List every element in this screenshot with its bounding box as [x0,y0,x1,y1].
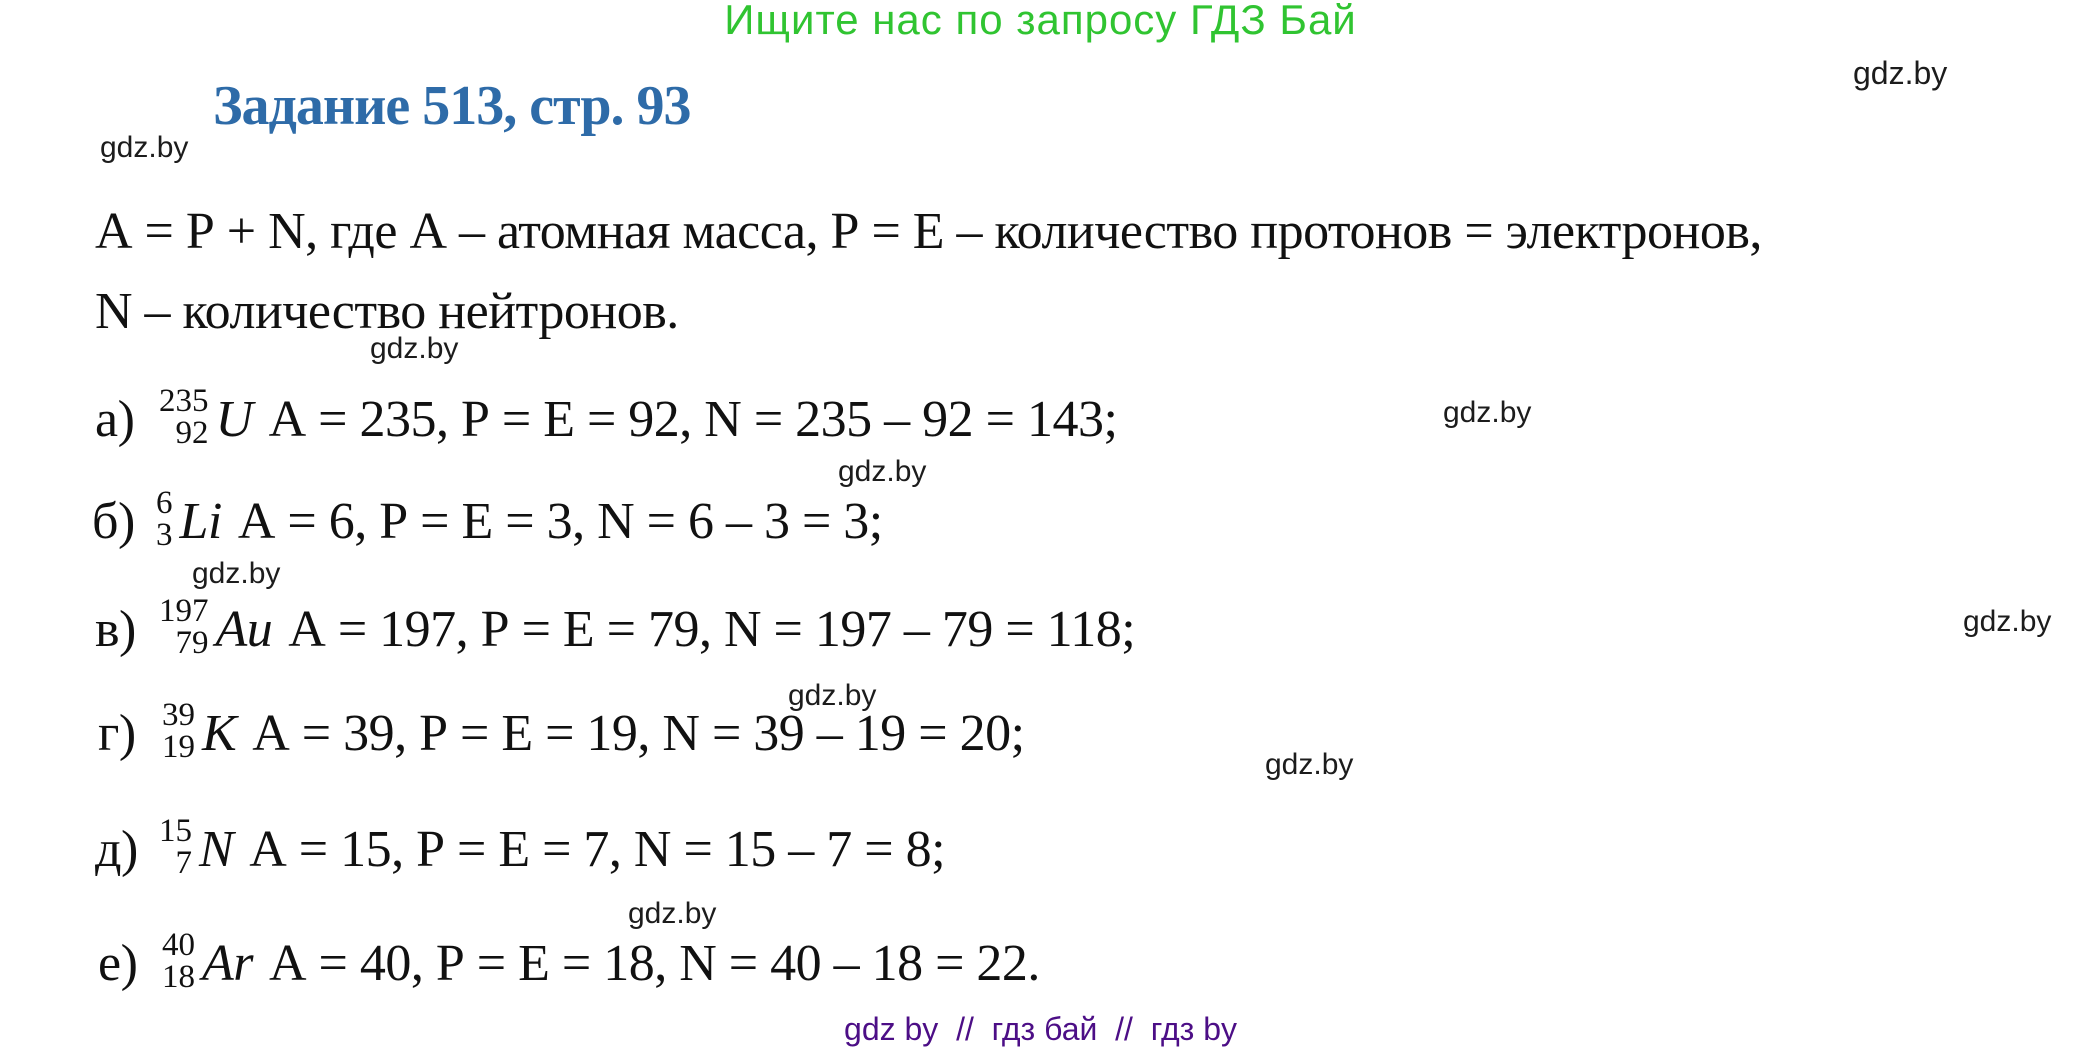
mass-number: 197 [159,593,209,629]
promo-banner: Ищите нас по запросу ГДЗ Бай [724,0,1357,43]
item-label: д) [95,821,138,878]
footer-keywords: gdz by // гдз бай // гдз by [844,1011,1237,1047]
watermark-gdz: gdz.by [370,332,459,365]
isotope-notation [162,699,195,763]
item-equation: А = 197, Р = Е = 79, N = 197 – 79 = 118; [288,601,1136,658]
isotope-notation [156,487,173,551]
solution-item-e [98,927,1040,996]
item-equation: А = 15, Р = Е = 7, N = 15 – 7 = 8; [249,821,946,878]
watermark-gdz: gdz.by [788,679,877,712]
solution-item-b [92,485,883,554]
mass-number: 6 [156,485,173,521]
mass-number: 39 [162,697,195,733]
item-label: е) [98,935,138,992]
element-symbol: N [199,821,234,878]
solution-item-d [95,813,946,882]
watermark-gdz: gdz.by [1853,55,1948,91]
solution-item-v [95,593,1136,662]
intro-paragraph [95,192,1762,352]
watermark-gdz: gdz.by [100,131,189,164]
element-symbol: Ar [202,935,253,992]
watermark-gdz: gdz.by [628,897,717,930]
item-equation: А = 40, Р = Е = 18, N = 40 – 18 = 22. [269,935,1040,992]
mass-number: 15 [159,813,192,849]
atomic-number: 19 [162,729,195,765]
isotope-notation [162,929,195,993]
element-symbol: U [215,391,253,448]
solution-item-a [95,383,1118,452]
intro-line-2: N – количество нейтронов. [95,283,679,340]
atomic-number: 79 [175,625,209,661]
item-label: в) [95,601,136,658]
mass-number: 235 [159,383,209,419]
watermark-gdz: gdz.by [838,455,927,488]
element-symbol: Au [215,601,273,658]
isotope-notation [159,815,192,879]
solution-item-g [98,697,1025,766]
atomic-number: 18 [162,959,195,995]
item-equation: А = 235, Р = Е = 92, N = 235 – 92 = 143; [268,391,1118,448]
element-symbol: K [202,705,237,762]
watermark-gdz: gdz.by [1963,605,2052,638]
mass-number: 40 [162,927,195,963]
page-title: Задание 513, стр. 93 [213,75,691,137]
item-label: а) [95,391,135,448]
item-label: г) [98,705,136,762]
watermark-gdz: gdz.by [1443,396,1532,429]
item-equation: А = 39, Р = Е = 19, N = 39 – 19 = 20; [252,705,1025,762]
isotope-notation [159,595,209,659]
atomic-number: 92 [175,415,209,451]
element-symbol: Li [179,493,222,550]
item-label: б) [92,493,135,550]
item-equation: А = 6, Р = Е = 3, N = 6 – 3 = 3; [237,493,883,550]
intro-line-1: А = Р + N, где А – атомная масса, Р = Е – количество протонов = электронов, [95,203,1762,260]
watermark-gdz: gdz.by [192,557,281,590]
isotope-notation [159,385,209,449]
watermark-gdz: gdz.by [1265,748,1354,781]
atomic-number: 7 [175,845,192,881]
atomic-number: 3 [156,517,173,553]
